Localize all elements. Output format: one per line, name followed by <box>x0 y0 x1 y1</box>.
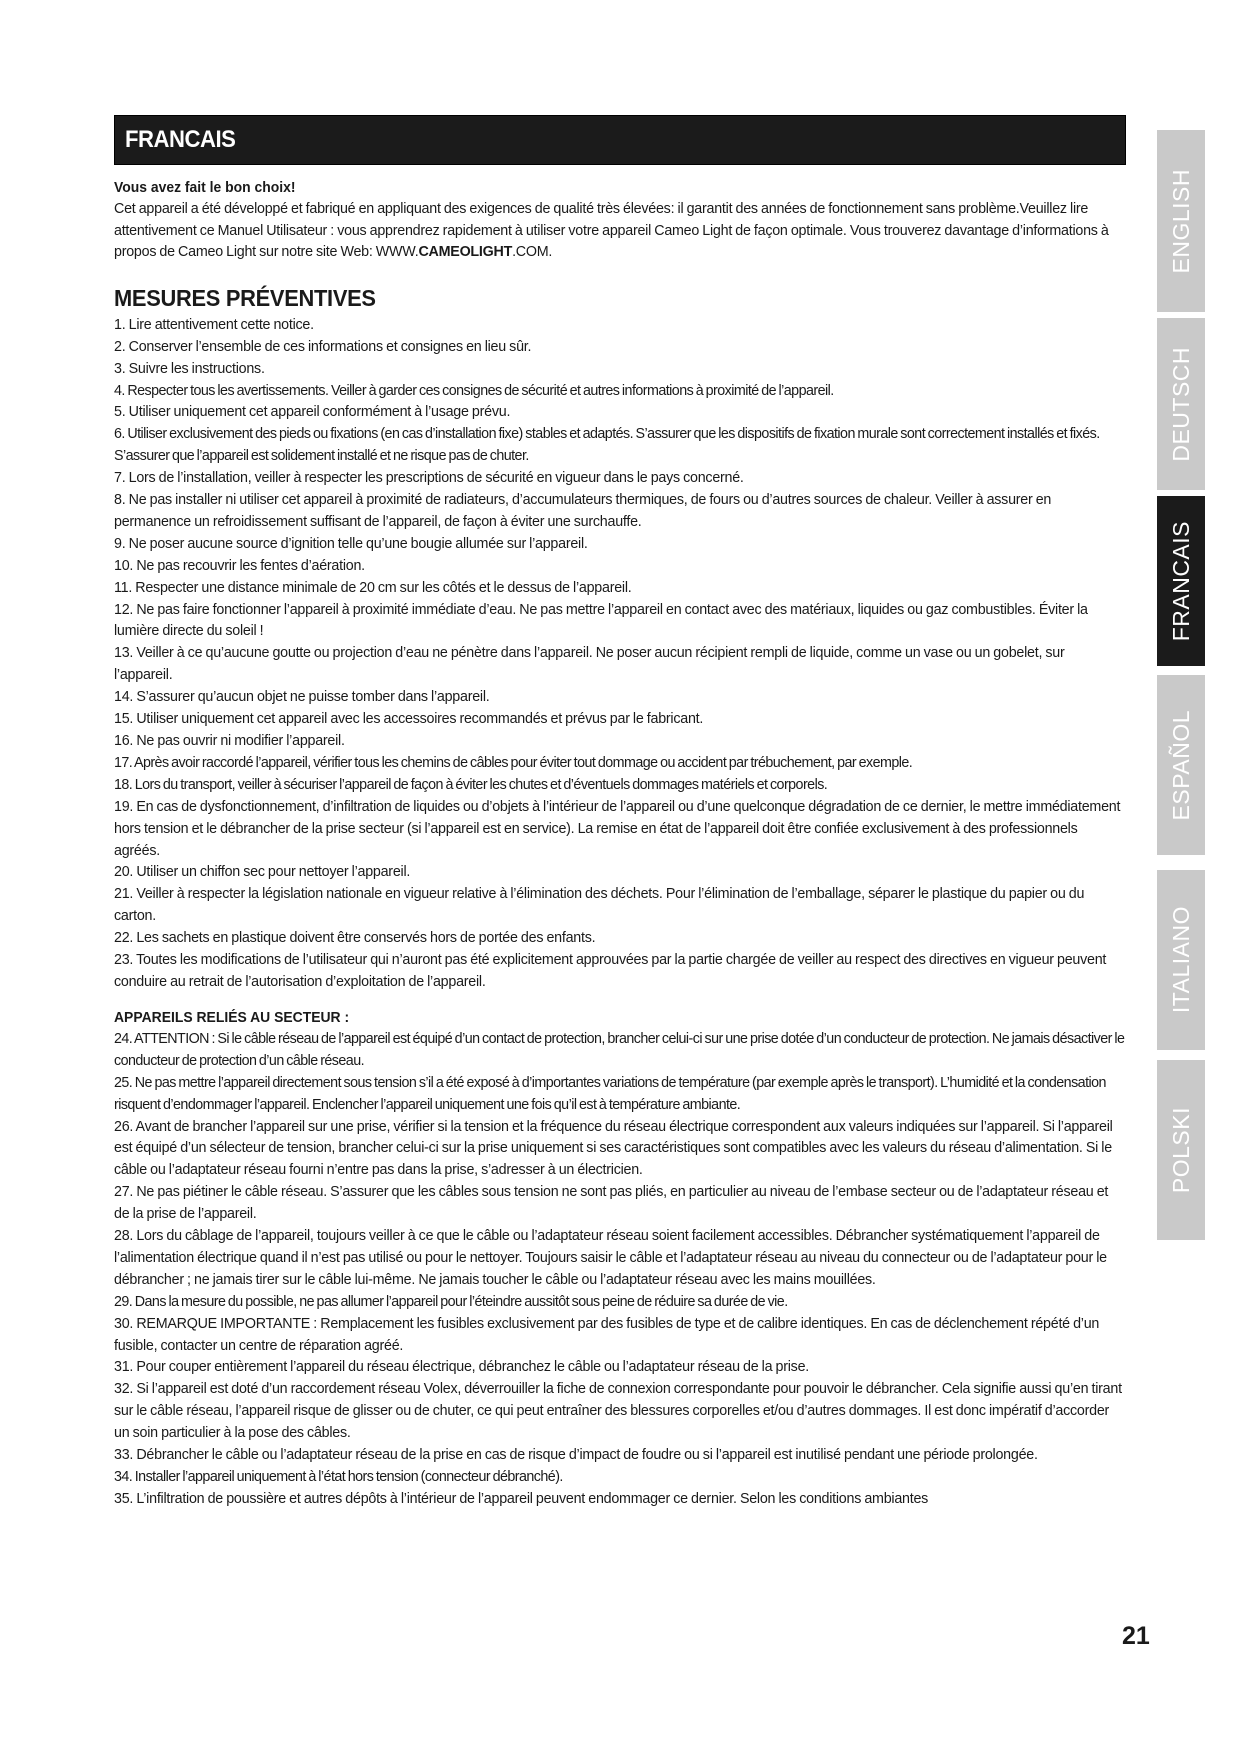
side-tab-label: FRANCAIS <box>1167 520 1194 642</box>
side-tab-english[interactable] <box>1157 130 1205 312</box>
side-tab-label: ITALIANO <box>1167 906 1194 1014</box>
list-item: 24. ATTENTION : Si le câble réseau de l’appareil est équipé d’un contact de protection, brancher celui-ci sur une prise dotée d’un conducteur de protection. Ne jamais désactiver le conducteur de protection d’un câble réseau. <box>114 1030 1125 1069</box>
intro-text-main: Cet appareil a été développé et fabriqué en appliquant des exigences de qualité très élevées: il garantit des années de fonctionnement sans problème.Veuillez lire attentivement ce Manuel Utilisateur : vous apprendrez rapidement à utiliser votre appareil Cameo Light de façon optimale. Vous trouverez davantage d’informations à propos de Cameo Light sur notre site Web: WWW. <box>114 201 1109 261</box>
list-item: 3. Suivre les instructions. <box>114 360 265 377</box>
intro-heading: Vous avez fait le bon choix! <box>114 180 296 196</box>
list-item: 17. Après avoir raccordé l’appareil, vérifier tous les chemins de câbles pour éviter tout dommage ou accident par trébuchement, par exemple. <box>114 754 913 771</box>
list-item: 29. Dans la mesure du possible, ne pas allumer l’appareil pour l’éteindre aussitôt sous peine de réduire sa durée de vie. <box>114 1293 788 1310</box>
list-item: 25. Ne pas mettre l’appareil directement sous tension s’il a été exposé à d’importantes variations de température (par exemple après le transport). L’humidité et la condensation risquent d’endommager l’appareil. Enclencher l’appareil uniquement une fois qu’il est à température ambiante. <box>114 1074 1106 1113</box>
list-item: 28. Lors du câblage de l’appareil, toujours veiller à ce que le câble ou l’adaptateur réseau soient facilement accessibles. Débrancher systématiquement l’appareil de l’alimentation électrique quand il n’est pas utilisé ou pour le nettoyer. Toujours saisir le câble et l’adaptateur réseau au niveau du connecteur ou de l’adaptateur pour le débrancher ; ne jamais tirer sur le câble lui-même. Ne jamais toucher le câble ou l’adaptateur réseau avec les mains mouillées. <box>114 1228 1107 1288</box>
intro-brand: CAMEOLIGHT <box>418 244 513 261</box>
list-item: 33. Débrancher le câble ou l’adaptateur réseau de la prise en cas de risque d’impact de foudre ou si l’appareil est inutilisé pendant une période prolongée. <box>114 1447 1038 1464</box>
list-item: 26. Avant de brancher l’appareil sur une prise, vérifier si la tension et la fréquence du réseau électrique correspondent aux valeurs indiquées sur l’appareil. Si l’appareil est équipé d’un sélecteur de tension, brancher celui-ci sur la prise uniquement si ses caractéristiques sont compatibles avec les valeurs du réseau d’alimentation. Si le câble ou l’adaptateur réseau fourni n’entre pas dans la prise, s’adresser à un électricien. <box>114 1118 1113 1179</box>
side-tab-francais[interactable] <box>1157 496 1205 666</box>
side-tab-label: POLSKI <box>1167 1106 1194 1194</box>
list-item: 22. Les sachets en plastique doivent être conservés hors de portée des enfants. <box>114 930 596 947</box>
list-item: 7. Lors de l’installation, veiller à respecter les prescriptions de sécurité en vigueur dans le pays concerné. <box>114 470 744 487</box>
list-item: 35. L’infiltration de poussière et autres dépôts à l’intérieur de l’appareil peuvent endommager ce dernier. Selon les conditions ambiantes <box>114 1490 929 1507</box>
list-item: 13. Veiller à ce qu’aucune goutte ou projection d’eau ne pénètre dans l’appareil. Ne poser aucun récipient rempli de liquide, comme un vase ou un gobelet, sur l’appareil. <box>114 645 1065 684</box>
list-item: 4. Respecter tous les avertissements. Veiller à garder ces consignes de sécurité et autres informations à proximité de l’appareil. <box>114 382 834 399</box>
language-header-bar <box>114 115 1126 165</box>
side-tab-italiano[interactable] <box>1157 870 1205 1050</box>
intro-block <box>114 178 1126 264</box>
list-item: 21. Veiller à respecter la législation nationale en vigueur relative à l’élimination des déchets. Pour l’élimination de l’emballage, séparer le plastique du papier ou du carton. <box>114 886 1085 925</box>
side-tab-label: ENGLISH <box>1167 168 1194 274</box>
list-item: 15. Utiliser uniquement cet appareil avec les accessoires recommandés et prévus par le fabricant. <box>114 711 704 728</box>
language-header-label: FRANCAIS <box>125 126 236 153</box>
list-item: 11. Respecter une distance minimale de 20 cm sur les côtés et le dessus de l’appareil. <box>114 579 632 596</box>
intro-text <box>114 199 1126 264</box>
list-item: 34. Installer l’appareil uniquement à l’état hors tension (connecteur débranché). <box>114 1469 563 1485</box>
list-item: 9. Ne poser aucune source d’ignition telle qu’une bougie allumée sur l’appareil. <box>114 535 588 552</box>
list-item: 27. Ne pas piétiner le câble réseau. S’assurer que les câbles sous tension ne sont pas pliés, en particulier au niveau de l’embase secteur ou de l’adaptateur réseau et de la prise de l’appareil. <box>114 1184 1109 1223</box>
side-tab-polski[interactable] <box>1157 1060 1205 1240</box>
section-title-mains: APPAREILS RELIÉS AU SECTEUR : <box>114 1009 350 1026</box>
section-title-precautions: MESURES PRÉVENTIVES <box>114 284 376 311</box>
list-item: 6. Utiliser exclusivement des pieds ou fixations (en cas d’installation fixe) stables et adaptés. S’assurer que les dispositifs de fixation murale sont correctement installés et fixés. S’assurer que l’appareil est solidement installé et ne risque pas de chuter. <box>114 426 1100 465</box>
side-tab-label: DEUTSCH <box>1167 346 1194 462</box>
list-item: 16. Ne pas ouvrir ni modifier l’appareil. <box>114 733 345 749</box>
list-item: 19. En cas de dysfonctionnement, d’infiltration de liquides ou d’objets à l’intérieur de l’appareil ou d’une quelconque dégradation de ce dernier, le mettre immédiatement hors tension et le débrancher de la prise secteur (si l’appareil est en service). La remise en état de l’appareil doit être confiée exclusivement à des professionnels agréés. <box>114 798 1121 859</box>
intro-text-end: .COM. <box>512 244 553 261</box>
list-item: 1. Lire attentivement cette notice. <box>114 316 314 333</box>
list-item: 23. Toutes les modifications de l’utilisateur qui n’auront pas été explicitement approuvées par la partie chargée de veiller au respect des directives en vigueur peuvent conduire au retrait de l’autorisation d’exploitation de l’appareil. <box>114 952 1107 990</box>
list-item: 10. Ne pas recouvrir les fentes d’aération. <box>114 557 365 574</box>
list-item: 2. Conserver l’ensemble de ces informations et consignes en lieu sûr. <box>114 338 532 355</box>
list-item: 30. REMARQUE IMPORTANTE : Remplacement les fusibles exclusivement par des fusibles de type et de calibre identiques. En cas de déclenchement répété d’un fusible, contacter un centre de réparation agréé. <box>114 1315 1100 1354</box>
page-number: 21 <box>1122 1622 1150 1650</box>
side-tab-label: ESPAÑOL <box>1167 709 1194 821</box>
list-item: 32. Si l’appareil est doté d’un raccordement réseau Volex, déverrouiller la fiche de connexion correspondante pour pouvoir le débrancher. Cela signifie aussi qu’en tirant sur le câble réseau, l’appareil risque de glisser ou de chuter, ce qui peut entraîner des blessures corporelles et/ou d’autres dommages. Il est donc impératif d’accorder un soin particulier à la pose des câbles. <box>114 1381 1122 1442</box>
list-item: 8. Ne pas installer ni utiliser cet appareil à proximité de radiateurs, d’accumulateurs thermiques, de fours ou d’autres sources de chaleur. Veiller à assurer en permanence un refroidissement suffisant de l’appareil, de façon à éviter une surchauffe. <box>114 492 1052 530</box>
list-item: 5. Utiliser uniquement cet appareil conformément à l’usage prévu. <box>114 404 511 421</box>
list-item: 31. Pour couper entièrement l’appareil du réseau électrique, débranchez le câble ou l’adaptateur réseau de la prise. <box>114 1359 809 1376</box>
precautions-list <box>114 315 1126 994</box>
list-item: 18. Lors du transport, veiller à sécuriser l’appareil de façon à éviter les chutes et d’éventuels dommages matériels et corporels. <box>114 776 828 793</box>
list-item: 12. Ne pas faire fonctionner l’appareil à proximité immédiate d’eau. Ne pas mettre l’appareil en contact avec des matériaux, liquides ou gaz combustibles. Éviter la lumière directe du soleil ! <box>114 601 1088 640</box>
list-item: 20. Utiliser un chiffon sec pour nettoyer l’appareil. <box>114 864 411 881</box>
side-tab-espanol[interactable] <box>1157 675 1205 855</box>
page-content <box>114 115 1126 1511</box>
side-tab-deutsch[interactable] <box>1157 318 1205 490</box>
mains-list <box>114 1029 1126 1511</box>
list-item: 14. S’assurer qu’aucun objet ne puisse tomber dans l’appareil. <box>114 689 490 706</box>
